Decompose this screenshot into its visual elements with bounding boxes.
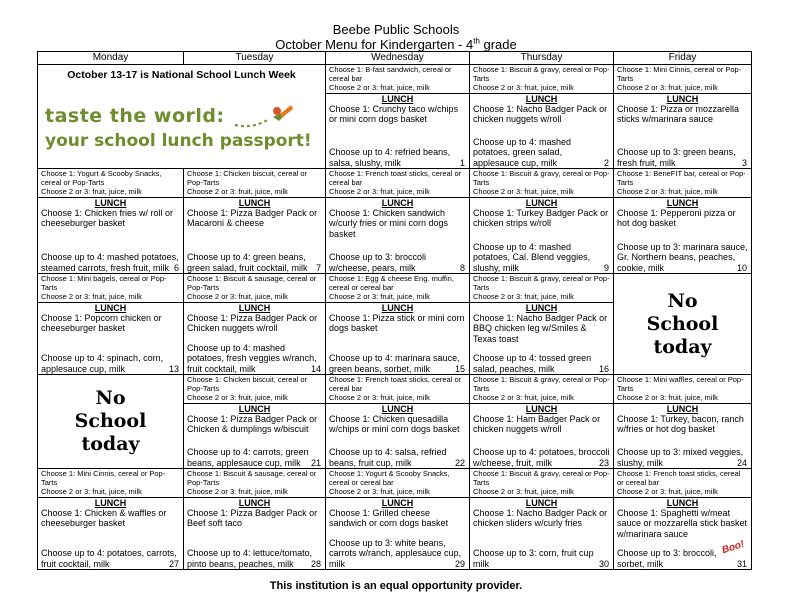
oct-10-lunch-entree: Choose 1: Pepperoni pizza or hot dog basket — [617, 208, 736, 229]
oct-2-lunch — [470, 94, 614, 169]
oct-31-breakfast-sides: Choose 2 or 3: fruit, juice, milk — [617, 487, 718, 496]
oct-14-lunch-sides: Choose up to 4: mashed potatoes, fresh veggies w/ranch, fruit cocktail, milk — [187, 342, 317, 374]
oct-13-breakfast — [38, 274, 184, 303]
oct-16-breakfast-entree: Choose 1: Biscuit & gravy, cereal or Pop-Tarts — [473, 274, 610, 292]
oct-9-lunch-entree: Choose 1: Turkey Badger Pack or chicken strips w/roll — [473, 208, 609, 229]
lunch-heading: LUNCH — [381, 94, 414, 104]
lunch-heading: LUNCH — [666, 198, 699, 208]
day-number: 3 — [741, 157, 747, 168]
weekday-wednesday: Wednesday — [326, 52, 470, 65]
oct-10-lunch — [614, 198, 752, 274]
oct-27-lunch-entree: Choose 1: Chicken & waffles or cheeseburger basket — [41, 508, 167, 529]
lunch-heading: LUNCH — [94, 303, 127, 313]
boo-sticker: Boo! — [720, 538, 746, 556]
menu-title-tail: grade — [479, 37, 517, 52]
oct-2-breakfast-entree: Choose 1: Biscuit & gravy, cereal or Pop-Tarts — [473, 65, 610, 83]
lunch-heading: LUNCH — [525, 303, 558, 313]
oct-24-breakfast-entree: Choose 1: Mini waffles, cereal or Pop-Tarts — [617, 375, 744, 393]
weekday-monday: Monday — [38, 52, 184, 65]
oct-21-breakfast — [184, 375, 326, 404]
oct-3-lunch-entree: Choose 1: Pizza or mozzarella sticks w/marinara sauce — [617, 104, 740, 125]
oct-21-lunch — [184, 404, 326, 469]
lunch-heading: LUNCH — [666, 498, 699, 508]
oct-28-breakfast — [184, 469, 326, 498]
week4-breakfast-row — [38, 375, 752, 404]
oct-27-lunch — [38, 498, 184, 570]
oct-24-lunch-entree: Choose 1: Turkey, bacon, ranch w/fries or hot dog basket — [617, 414, 744, 435]
oct-7-breakfast-entree: Choose 1: Chicken biscuit, cereal or Pop-Tarts — [187, 169, 308, 187]
oct-10-lunch-sides: Choose up to 3: marinara sauce, Gr. Northern beans, peaches, cookie, milk — [617, 241, 748, 273]
oct-29-lunch-entree: Choose 1: Grilled cheese sandwich or corn dogs basket — [329, 508, 449, 529]
oct-23-lunch — [470, 404, 614, 469]
week3-breakfast-row — [38, 274, 752, 303]
oct-29-breakfast-entree: Choose 1: Yogurt & Scooby Snacks, cereal or cereal bar — [329, 469, 450, 487]
lunch-week-banner: October 13-17 is National School Lunch Week — [67, 69, 296, 81]
oct-28-breakfast-entree: Choose 1: Biscuit & sausage, cereal or Pop-Tarts — [187, 469, 317, 487]
oct-7-lunch-entree: Choose 1: Pizza Badger Pack or Macaroni & cheese — [187, 208, 318, 229]
lunch-heading: LUNCH — [381, 498, 414, 508]
oct-15-breakfast — [326, 274, 470, 303]
oct-16-breakfast-sides: Choose 2 or 3: fruit, juice, milk — [473, 292, 574, 301]
logo-line-2: your school lunch passport! — [45, 131, 312, 151]
oct-1-breakfast — [326, 65, 470, 94]
no-school-notice: No School today — [74, 387, 147, 455]
oct-29-lunch — [326, 498, 470, 570]
oct-1-lunch-sides: Choose up to 4: refried beans, salsa, slushy, milk — [329, 147, 451, 168]
oct-30-breakfast-sides: Choose 2 or 3: fruit, juice, milk — [473, 487, 574, 496]
oct-9-breakfast — [470, 169, 614, 198]
oct-2-breakfast — [470, 65, 614, 94]
oct-24-lunch-sides: Choose up to 3: mixed veggies, slushy, milk — [617, 447, 744, 468]
day-number: 30 — [598, 558, 609, 569]
oct-1-lunch — [326, 94, 470, 169]
oct-30-lunch-entree: Choose 1: Nacho Badger Pack or chicken sliders w/curly fries — [473, 508, 608, 529]
lunch-heading: LUNCH — [525, 94, 558, 104]
oct-21-breakfast-entree: Choose 1: Chicken biscuit, cereal or Pop-Tarts — [187, 375, 308, 393]
oct-16-lunch-sides: Choose up to 4: tossed green salad, peaches, milk — [473, 353, 592, 374]
oct-16-breakfast — [470, 274, 614, 303]
oct-8-lunch-sides: Choose up to 3: broccoli w/cheese, pears, milk — [329, 252, 427, 273]
oct-2-lunch-entree: Choose 1: Nacho Badger Pack or chicken nuggets w/roll — [473, 104, 608, 125]
week2-lunch-row — [38, 198, 752, 274]
oct-15-lunch — [326, 303, 470, 375]
week5-lunch-row — [38, 498, 752, 570]
oct-22-lunch-entree: Choose 1: Chicken quesadilla w/chips or mini corn dogs basket — [329, 414, 460, 435]
oct-1-breakfast-sides: Choose 2 or 3: fruit, juice, milk — [329, 83, 430, 92]
oct-8-breakfast-sides: Choose 2 or 3: fruit, juice, milk — [329, 187, 430, 196]
lunch-heading: LUNCH — [238, 198, 271, 208]
weekday-tuesday: Tuesday — [184, 52, 326, 65]
menu-title-sup: th — [473, 36, 480, 46]
lunch-heading: LUNCH — [238, 498, 271, 508]
oct-14-breakfast-entree: Choose 1: Biscuit & sausage, cereal or Pop-Tarts — [187, 274, 317, 292]
oct-15-lunch-sides: Choose up to 4: marinara sauce, green beans, sorbet, milk — [329, 353, 460, 374]
oct-30-breakfast-entree: Choose 1: Biscuit & gravy, cereal or Pop-Tarts — [473, 469, 610, 487]
oct-21-breakfast-sides: Choose 2 or 3: fruit, juice, milk — [187, 393, 288, 402]
day-number: 28 — [310, 558, 321, 569]
lunch-passport-logo — [45, 101, 322, 151]
oct-29-breakfast — [326, 469, 470, 498]
oct-7-lunch — [184, 198, 326, 274]
oct-14-lunch — [184, 303, 326, 375]
oct-29-lunch-sides: Choose up to 3: white beans, carrots w/ranch, applesauce cup, milk — [329, 537, 462, 569]
oct-13-lunch-sides: Choose up to 4: spinach, corn, applesauce cup, milk — [41, 353, 164, 374]
oct-6-lunch — [38, 198, 184, 274]
oct-8-breakfast — [326, 169, 470, 198]
oct-16-lunch-entree: Choose 1: Nacho Badger Pack or BBQ chicken leg w/Smiles & Texas toast — [473, 313, 608, 344]
day-number: 10 — [736, 262, 747, 273]
oct-3-breakfast-entree: Choose 1: Mini Cinnis, cereal or Pop-Tarts — [617, 65, 742, 83]
oct-31-breakfast-entree: Choose 1: French toast sticks, cereal or cereal bar — [617, 469, 741, 487]
oct-30-lunch — [470, 498, 614, 570]
day-number: 14 — [310, 363, 321, 374]
menu-title-main: October Menu for Kindergarten - 4 — [275, 37, 474, 52]
oct-10-breakfast-sides: Choose 2 or 3: fruit, juice, milk — [617, 187, 718, 196]
oct-24-breakfast-sides: Choose 2 or 3: fruit, juice, milk — [617, 393, 718, 402]
oct-21-lunch-sides: Choose up to 4: carrots, green beans, applesauce cup, milk — [187, 447, 309, 468]
oct-22-lunch — [326, 404, 470, 469]
oct-10-breakfast-entree: Choose 1: BeneFIT bar, cereal or Pop-Tarts — [617, 169, 746, 187]
day-number: 13 — [168, 363, 179, 374]
lunch-heading: LUNCH — [525, 404, 558, 414]
lunch-heading: LUNCH — [525, 498, 558, 508]
oct-3-lunch-sides: Choose up to 3: green beans, fresh fruit, milk — [617, 147, 736, 168]
lunch-heading: LUNCH — [238, 404, 271, 414]
day-number: 6 — [173, 262, 179, 273]
oct-6-lunch-sides: Choose up to 4: mashed potatoes, steamed carrots, fresh fruit, milk — [41, 252, 179, 273]
day-number: 16 — [598, 363, 609, 374]
oct-27-breakfast — [38, 469, 184, 498]
oct-23-breakfast — [470, 375, 614, 404]
oct-27-lunch-sides: Choose up to 4: potatoes, carrots, fruit cocktail, milk — [41, 548, 177, 569]
oct-31-lunch-sides: Choose up to 3: broccoli, sorbet, milk — [617, 548, 717, 569]
day-number: 7 — [315, 262, 321, 273]
lunch-heading: LUNCH — [238, 303, 271, 313]
oct-13-breakfast-entree: Choose 1: Mini bagels, cereal or Pop-Tarts — [41, 274, 167, 292]
day-number: 8 — [459, 262, 465, 273]
lunch-heading: LUNCH — [94, 498, 127, 508]
day-number: 23 — [598, 457, 609, 468]
lunch-heading: LUNCH — [666, 404, 699, 414]
school-name: Beebe Public Schools — [332, 22, 460, 37]
oct-8-lunch — [326, 198, 470, 274]
oct-2-breakfast-sides: Choose 2 or 3: fruit, juice, milk — [473, 83, 574, 92]
oct-28-lunch-entree: Choose 1: Pizza Badger Pack or Beef soft taco — [187, 508, 318, 529]
day-number: 31 — [736, 558, 747, 569]
oct-28-lunch — [184, 498, 326, 570]
oct-6-breakfast-entree: Choose 1: Yogurt & Scooby Snacks, cereal or Pop-Tarts — [41, 169, 162, 187]
day-number: 2 — [603, 157, 609, 168]
logo-line-1: taste the world: — [45, 105, 225, 127]
oct-30-breakfast — [470, 469, 614, 498]
oct-22-breakfast-entree: Choose 1: French toast sticks, cereal or cereal bar — [329, 375, 462, 393]
lunch-heading: LUNCH — [381, 303, 414, 313]
weekday-friday: Friday — [614, 52, 752, 65]
oct-23-lunch-sides: Choose up to 4: potatoes, broccoli w/cheese, fruit, milk — [473, 447, 610, 468]
oct-13-lunch — [38, 303, 184, 375]
oct-15-breakfast-sides: Choose 2 or 3: fruit, juice, milk — [329, 292, 430, 301]
oct-13-breakfast-sides: Choose 2 or 3: fruit, juice, milk — [41, 292, 142, 301]
lunch-heading: LUNCH — [381, 198, 414, 208]
oct-14-breakfast-sides: Choose 2 or 3: fruit, juice, milk — [187, 292, 288, 301]
oct-31-breakfast — [614, 469, 752, 498]
oct-27-breakfast-sides: Choose 2 or 3: fruit, juice, milk — [41, 487, 142, 496]
lunch-heading: LUNCH — [94, 198, 127, 208]
oct-10-breakfast — [614, 169, 752, 198]
no-school-notice: No School today — [646, 289, 719, 358]
oct-2-lunch-sides: Choose up to 4: mashed potatoes, green salad, applesauce cup, milk — [473, 136, 572, 168]
lunch-heading: LUNCH — [381, 404, 414, 414]
oct-15-breakfast-entree: Choose 1: Egg & cheese Eng. muffin, cereal or cereal bar — [329, 274, 454, 292]
oct-21-lunch-entree: Choose 1: Pizza Badger Pack or Chicken & dumplings w/biscuit — [187, 414, 318, 435]
oct-31-lunch — [614, 498, 752, 570]
oct-6-breakfast — [38, 169, 184, 198]
oct-14-breakfast — [184, 274, 326, 303]
oct-8-breakfast-entree: Choose 1: French toast sticks, cereal or cereal bar — [329, 169, 462, 187]
oct-28-lunch-sides: Choose up to 4: lettuce/tomato, pinto beans, peaches, milk — [187, 548, 313, 569]
oct-1-lunch-entree: Choose 1: Crunchy taco w/chips or mini corn dogs basket — [329, 104, 459, 125]
day-number: 1 — [459, 157, 465, 168]
oct-14-lunch-entree: Choose 1: Pizza Badger Pack or Chicken nuggets w/roll — [187, 313, 318, 334]
equal-opportunity-footer: This institution is an equal opportunity provider. — [269, 580, 523, 592]
oct-29-breakfast-sides: Choose 2 or 3: fruit, juice, milk — [329, 487, 430, 496]
oct-27-breakfast-entree: Choose 1: Mini Cinnis, cereal or Pop-Tarts — [41, 469, 166, 487]
lunch-heading: LUNCH — [666, 94, 699, 104]
lunch-week-banner-cell — [38, 65, 326, 169]
oct-15-lunch-entree: Choose 1: Pizza stick or mini corn dogs basket — [329, 313, 465, 334]
menu-calendar — [37, 51, 752, 570]
menu-title — [0, 37, 792, 52]
oct-23-breakfast-entree: Choose 1: Biscuit & gravy, cereal or Pop-Tarts — [473, 375, 610, 393]
oct-6-breakfast-sides: Choose 2 or 3: fruit, juice, milk — [41, 187, 142, 196]
oct-22-lunch-sides: Choose up to 4: salsa, refried beans, fruit cup, milk — [329, 447, 447, 468]
day-number: 21 — [310, 457, 321, 468]
week1-breakfast-row — [38, 65, 752, 94]
oct-6-lunch-entree: Choose 1: Chicken fries w/ roll or cheeseburger basket — [41, 208, 174, 229]
oct-9-lunch-sides: Choose up to 4: mashed potatoes, Cal. Blend veggies, slushy, milk — [473, 241, 591, 273]
oct-30-lunch-sides: Choose up to 3: corn, fruit cup milk — [473, 548, 594, 569]
oct-23-lunch-entree: Choose 1: Ham Badger Pack or chicken nuggets w/roll — [473, 414, 601, 435]
day-number: 15 — [454, 363, 465, 374]
oct-9-breakfast-sides: Choose 2 or 3: fruit, juice, milk — [473, 187, 574, 196]
oct-7-breakfast-sides: Choose 2 or 3: fruit, juice, milk — [187, 187, 288, 196]
oct-31-lunch-entree: Choose 1: Spaghetti w/meat sauce or mozzarella stick basket w/marinara sauce — [617, 508, 748, 539]
week2-breakfast-row — [38, 169, 752, 198]
oct-24-breakfast — [614, 375, 752, 404]
day-number: 27 — [168, 558, 179, 569]
day-number: 24 — [736, 457, 747, 468]
oct-1-breakfast-entree: Choose 1: B-fast sandwich, cereal or cereal bar — [329, 65, 452, 83]
oct-16-lunch — [470, 303, 614, 375]
weekday-header-row — [38, 52, 752, 65]
oct-3-lunch — [614, 94, 752, 169]
oct-22-breakfast-sides: Choose 2 or 3: fruit, juice, milk — [329, 393, 430, 402]
oct-23-breakfast-sides: Choose 2 or 3: fruit, juice, milk — [473, 393, 574, 402]
oct-3-breakfast-sides: Choose 2 or 3: fruit, juice, milk — [617, 83, 718, 92]
oct-9-lunch — [470, 198, 614, 274]
airplane-icon — [233, 101, 297, 131]
oct-22-breakfast — [326, 375, 470, 404]
oct-28-breakfast-sides: Choose 2 or 3: fruit, juice, milk — [187, 487, 288, 496]
oct-7-breakfast — [184, 169, 326, 198]
weekday-thursday: Thursday — [470, 52, 614, 65]
oct-24-lunch — [614, 404, 752, 469]
oct-9-breakfast-entree: Choose 1: Biscuit & gravy, cereal or Pop-Tarts — [473, 169, 610, 187]
day-number: 29 — [454, 558, 465, 569]
oct-3-breakfast — [614, 65, 752, 94]
oct-8-lunch-entree: Choose 1: Chicken sandwich w/curly fries or mini corn dogs basket — [329, 208, 449, 239]
day-number: 22 — [454, 457, 465, 468]
oct-20-no-school — [38, 375, 184, 469]
week5-breakfast-row — [38, 469, 752, 498]
day-number: 9 — [603, 262, 609, 273]
oct-7-lunch-sides: Choose up to 4: green beans, green salad, fruit cocktail, milk — [187, 252, 308, 273]
oct-13-lunch-entree: Choose 1: Popcorn chicken or cheeseburger basket — [41, 313, 162, 334]
lunch-heading: LUNCH — [525, 198, 558, 208]
oct-17-no-school — [614, 274, 752, 375]
